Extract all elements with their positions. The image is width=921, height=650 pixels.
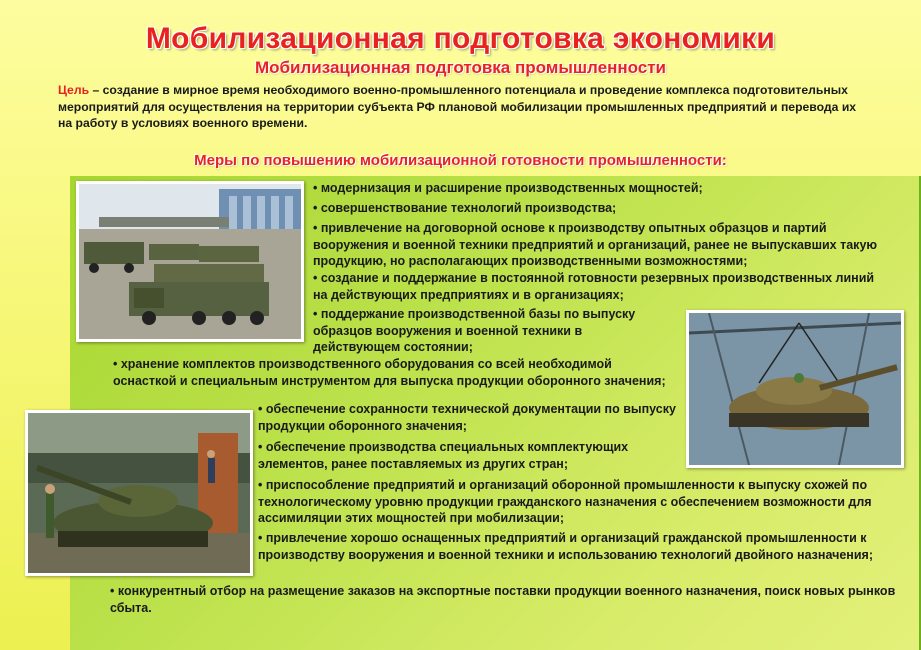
list-item: • привлечение хорошо оснащенных предприятий и организаций гражданской промышленности к производству вооружения и военной техники и использованию технологий двойного назначения; [258, 531, 873, 562]
list-item: • модернизация и расширение производственных мощностей; [313, 181, 703, 195]
tank-crane-photo [686, 310, 904, 468]
list-item: • хранение комплектов производственного оборудования со всей необходимой оснасткой и специальным инструментом для выпуска продукции оборонного значения; [113, 357, 666, 388]
military-vehicles-illustration [79, 184, 301, 339]
page-subtitle: Мобилизационная подготовка промышленности [254, 58, 667, 77]
list-item: • приспособление предприятий и организаций оборонной промышленности к выпуску схожей по технологическому уровню продукции гражданского назначения с обеспечением возможности для ассимиляции этих мощностей при мобилизации; [258, 478, 872, 525]
military-vehicles-photo [76, 181, 304, 342]
goal-paragraph [58, 82, 858, 132]
goal-text: – создание в мирное время необходимого военно-промышленного потенциала и проведение комплекса подготовительных мероприятий для осуществления на территории субъекта РФ плановой мобилизации промышленных предприятий и перевода их на работу в условиях военного времени. [58, 83, 857, 130]
tank-factory-illustration [28, 413, 250, 573]
list-item: • обеспечение производства специальных комплектующих элементов, ранее поставляемых из других стран; [258, 440, 629, 471]
goal-label: Цель [58, 83, 90, 97]
page-title: Мобилизационная подготовка экономики [145, 22, 776, 55]
measures-heading: Меры по повышению мобилизационной готовности промышленности: [194, 152, 727, 169]
tank-crane-illustration [689, 313, 901, 465]
list-item: • создание и поддержание в постоянной готовности резервных производственных линий на действующих предприятиях и в организациях; [313, 271, 875, 302]
tank-factory-photo [25, 410, 253, 576]
list-item: • конкурентный отбор на размещение заказов на экспортные поставки продукции военного назначения, поиск новых рынков сбыта. [110, 584, 896, 615]
list-item: • совершенствование технологий производства; [313, 201, 617, 215]
list-item: • обеспечение сохранности технической документации по выпуску продукции оборонного значения; [258, 402, 676, 433]
list-item: • поддержание производственной базы по выпуску образцов вооружения и военной техники в действующем состоянии; [313, 307, 636, 354]
list-item: • привлечение на договорной основе к производству опытных образцов и партий вооружения и военной техники предприятий и организаций, ранее не выпускавших такую продукцию, но располагающих производственными возможностями; [313, 221, 878, 268]
